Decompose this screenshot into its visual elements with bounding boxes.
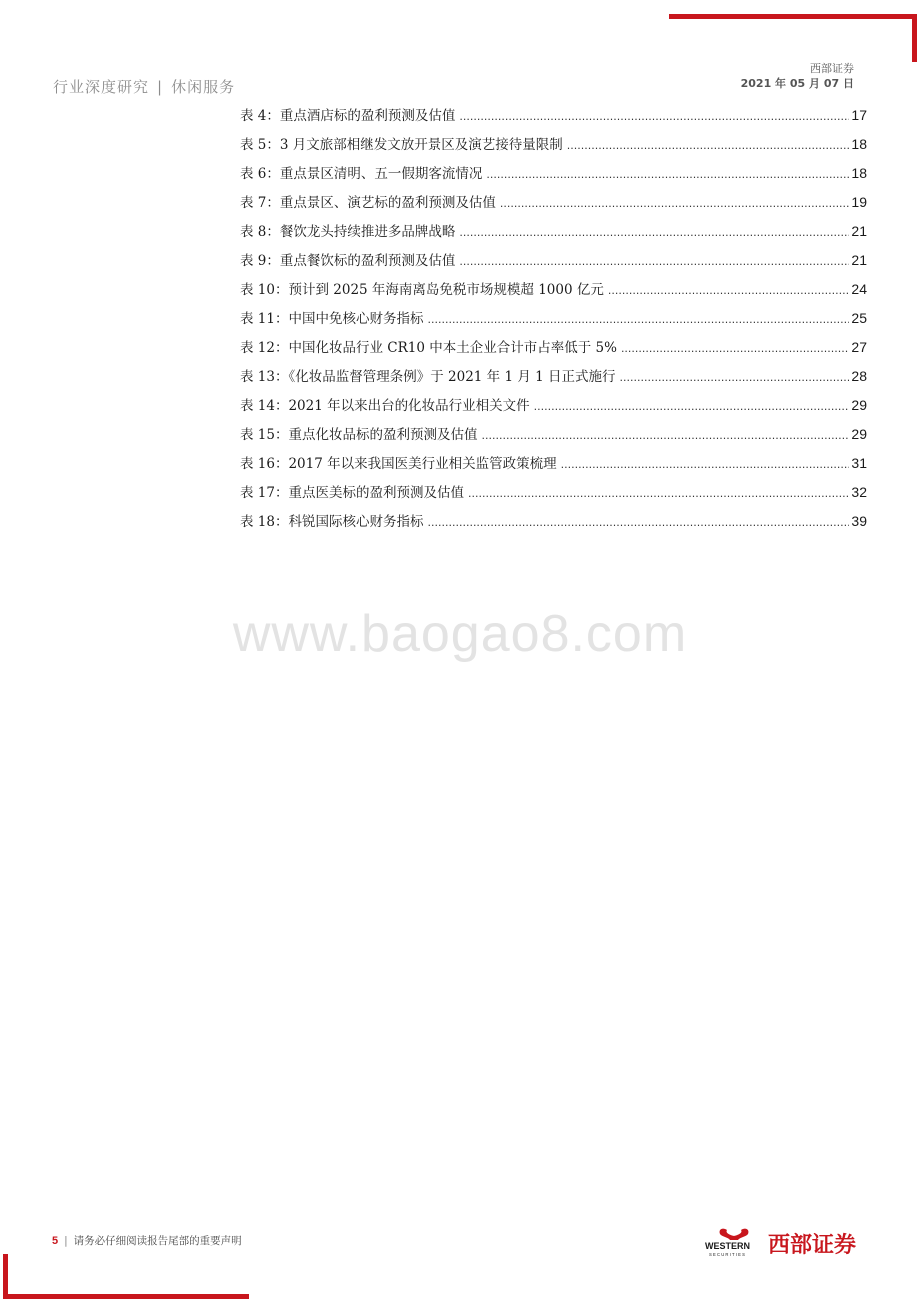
watermark: www.baogao8.com <box>232 605 688 663</box>
toc-entry[interactable] <box>240 103 867 132</box>
toc-dot-leader <box>486 163 849 187</box>
toc-entry-page: 29 <box>851 426 867 442</box>
logo-en-sub-text: SECURITIES <box>709 1252 747 1257</box>
toc-dot-leader <box>427 511 849 535</box>
toc-dot-leader <box>621 337 849 361</box>
toc-dot-leader <box>608 279 850 303</box>
footer-separator: | <box>64 1235 68 1247</box>
toc-dot-leader <box>534 395 850 419</box>
toc-entry-page: 32 <box>851 484 867 500</box>
toc-entry-label: 表 10：预计到 2025 年海南离岛免税市场规模超 1000 亿元 <box>240 282 604 298</box>
toc-entry-label: 表 13：《化妆品监督管理条例》于 2021 年 1 月 1 日正式施行 <box>240 369 616 385</box>
toc-entry-label: 表 16：2017 年以来我国医美行业相关监管政策梳理 <box>240 456 557 472</box>
toc-entry-label: 表 14：2021 年以来出台的化妆品行业相关文件 <box>240 398 530 414</box>
toc-entry-page: 21 <box>851 252 867 268</box>
toc-entry[interactable] <box>240 190 867 219</box>
toc-entry-page: 19 <box>851 194 867 210</box>
header-company: 西部证券 <box>810 62 854 75</box>
toc-entry-label: 表 9：重点餐饮标的盈利预测及估值 <box>240 253 456 269</box>
toc-entry[interactable] <box>240 364 867 393</box>
toc-entry[interactable] <box>240 248 867 277</box>
toc-dot-leader <box>561 453 850 477</box>
toc-entry-label: 表 8：餐饮龙头持续推进多品牌战略 <box>240 224 456 240</box>
toc-entry-page: 28 <box>851 368 867 384</box>
report-category <box>53 76 235 97</box>
toc-dot-leader <box>459 250 849 274</box>
toc-dot-leader <box>567 134 850 158</box>
bottom-left-corner-frame <box>3 1254 249 1299</box>
toc-entry[interactable] <box>240 451 867 480</box>
toc-entry-page: 24 <box>851 281 867 297</box>
toc-entry[interactable] <box>240 509 867 538</box>
toc-entry-page: 29 <box>851 397 867 413</box>
toc-entry-label: 表 7：重点景区、演艺标的盈利预测及估值 <box>240 195 496 211</box>
toc-dot-leader <box>620 366 850 390</box>
logo-en-text: WESTERN <box>705 1241 750 1251</box>
footer-notice <box>52 1233 242 1248</box>
toc-entry[interactable] <box>240 393 867 422</box>
toc-dot-leader <box>459 221 849 245</box>
header-separator: | <box>157 78 164 96</box>
toc-entry[interactable] <box>240 335 867 364</box>
logo-cn-text: 西部证券 <box>768 1233 857 1258</box>
report-type: 行业深度研究 <box>53 78 150 96</box>
top-right-corner-frame <box>669 14 917 62</box>
toc-entry[interactable] <box>240 219 867 248</box>
toc-entry-label: 表 5：3 月文旅部相继发文放开景区及演艺接待量限制 <box>240 137 563 153</box>
page-number: 5 <box>52 1235 59 1247</box>
table-of-contents <box>240 103 867 538</box>
toc-entry-page: 18 <box>851 165 867 181</box>
toc-dot-leader <box>500 192 850 216</box>
toc-entry-page: 25 <box>851 310 867 326</box>
toc-entry-page: 27 <box>851 339 867 355</box>
toc-entry[interactable] <box>240 422 867 451</box>
toc-entry[interactable] <box>240 306 867 335</box>
company-logo <box>705 1226 870 1258</box>
report-date: 2021 年 05 月 07 日 <box>740 77 854 90</box>
toc-dot-leader <box>481 424 849 448</box>
toc-dot-leader <box>468 482 849 506</box>
header-meta <box>741 61 854 91</box>
toc-entry-label: 表 6：重点景区清明、五一假期客流情况 <box>240 166 483 182</box>
toc-entry-label: 表 15：重点化妆品标的盈利预测及估值 <box>240 427 478 443</box>
toc-entry-label: 表 12：中国化妆品行业 CR10 中本土企业合计市占率低于 5% <box>240 340 617 356</box>
toc-dot-leader <box>459 105 849 129</box>
toc-entry[interactable] <box>240 161 867 190</box>
toc-entry-page: 21 <box>851 223 867 239</box>
toc-dot-leader <box>427 308 849 332</box>
toc-entry-page: 31 <box>851 455 867 471</box>
toc-entry[interactable] <box>240 480 867 509</box>
western-securities-logo-icon <box>705 1226 763 1258</box>
toc-entry-label: 表 11：中国中免核心财务指标 <box>240 311 424 327</box>
toc-entry-page: 18 <box>851 136 867 152</box>
report-sector: 休闲服务 <box>171 78 236 96</box>
toc-entry-page: 17 <box>851 107 867 123</box>
toc-entry[interactable] <box>240 277 867 306</box>
toc-entry-label: 表 4：重点酒店标的盈利预测及估值 <box>240 108 456 124</box>
toc-entry[interactable] <box>240 132 867 161</box>
toc-entry-label: 表 18：科锐国际核心财务指标 <box>240 514 424 530</box>
toc-entry-page: 39 <box>851 513 867 529</box>
toc-entry-label: 表 17：重点医美标的盈利预测及估值 <box>240 485 464 501</box>
disclaimer-text: 请务必仔细阅读报告尾部的重要声明 <box>73 1235 242 1247</box>
